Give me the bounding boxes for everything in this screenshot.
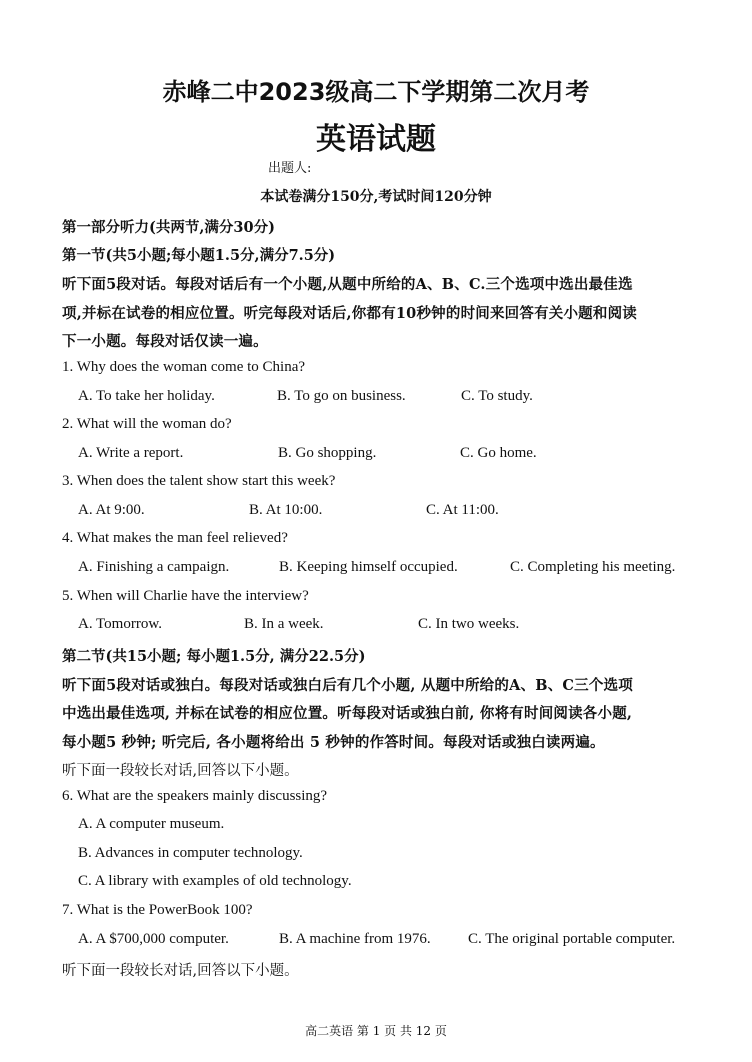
q5-option-a: A. Tomorrow.	[78, 616, 162, 632]
question-4: 4. What makes the man feel relieved?	[62, 530, 288, 546]
q1-option-b: B. To go on business.	[277, 388, 406, 404]
subject-title: 英语试题	[316, 122, 436, 157]
q2-option-c: C. Go home.	[460, 445, 537, 461]
section1-instruction-2: 项,并标在试卷的相应位置。听完每段对话后,你都有10秒钟的时间来回答有关小题和阅读	[62, 305, 637, 322]
q3-option-b: B. At 10:00.	[249, 502, 323, 518]
author-label: 出题人:	[268, 161, 312, 176]
section1-instruction-3: 下一小题。每段对话仅读一遍。	[62, 333, 268, 350]
q3-option-c: C. At 11:00.	[426, 502, 499, 518]
section2-instruction-2: 中选出最佳选项, 并标在试卷的相应位置。听每段对话或独白前, 你将有时间阅读各小题,	[62, 705, 633, 722]
q2-option-b: B. Go shopping.	[278, 445, 377, 461]
q5-option-b: B. In a week.	[244, 616, 324, 632]
q1-option-a: A. To take her holiday.	[78, 388, 215, 404]
question-2: 2. What will the woman do?	[62, 416, 232, 432]
q6-option-a: A. A computer museum.	[78, 816, 225, 832]
q4-option-c: C. Completing his meeting.	[510, 559, 676, 575]
question-5: 5. When will Charlie have the interview?	[62, 588, 309, 604]
q7-option-c: C. The original portable computer.	[468, 931, 676, 947]
section1-instruction-1: 听下面5段对话。每段对话后有一个小题,从题中所给的A、B、C.三个选项中选出最佳选	[62, 276, 633, 293]
question-3: 3. When does the talent show start this week?	[62, 473, 336, 489]
q4-option-b: B. Keeping himself occupied.	[279, 559, 458, 575]
q3-option-a: A. At 9:00.	[78, 502, 145, 518]
q4-option-a: A. Finishing a campaign.	[78, 559, 230, 575]
q5-option-c: C. In two weeks.	[418, 616, 520, 632]
q2-option-a: A. Write a report.	[78, 445, 184, 461]
question-6: 6. What are the speakers mainly discussing?	[62, 788, 328, 804]
section1-heading: 第一节(共5小题;每小题1.5分,满分7.5分)	[62, 247, 336, 264]
q7-option-b: B. A machine from 1976.	[279, 931, 431, 947]
question-7: 7. What is the PowerBook 100?	[62, 902, 253, 918]
part1-heading: 第一部分听力(共两节,满分30分)	[62, 219, 275, 236]
section2-instruction-3: 每小题5 秒钟; 听完后, 各小题将给出 5 秒钟的作答时间。每段对话或独白读两遍。	[62, 734, 605, 751]
section2-heading: 第二节(共15小题; 每小题1.5分, 满分22.5分)	[62, 648, 366, 665]
page-footer: 高二英语 第 1 页 共 12 页	[305, 1024, 447, 1038]
q7-option-a: A. A $700,000 computer.	[78, 931, 229, 947]
listening-note-2: 听下面一段较长对话,回答以下小题。	[62, 963, 299, 979]
q6-option-c: C. A library with examples of old technology.	[78, 873, 352, 889]
section2-instruction-1: 听下面5段对话或独白。每段对话或独白后有几个小题, 从题中所给的A、B、C三个选项	[62, 677, 633, 694]
q6-option-b: B. Advances in computer technology.	[78, 845, 303, 861]
exam-title: 赤峰二中2023级高二下学期第二次月考	[162, 78, 590, 106]
q1-option-c: C. To study.	[461, 388, 533, 404]
listening-note-1: 听下面一段较长对话,回答以下小题。	[62, 763, 299, 779]
question-1: 1. Why does the woman come to China?	[62, 359, 306, 375]
exam-info: 本试卷满分150分,考试时间120分钟	[260, 189, 492, 205]
